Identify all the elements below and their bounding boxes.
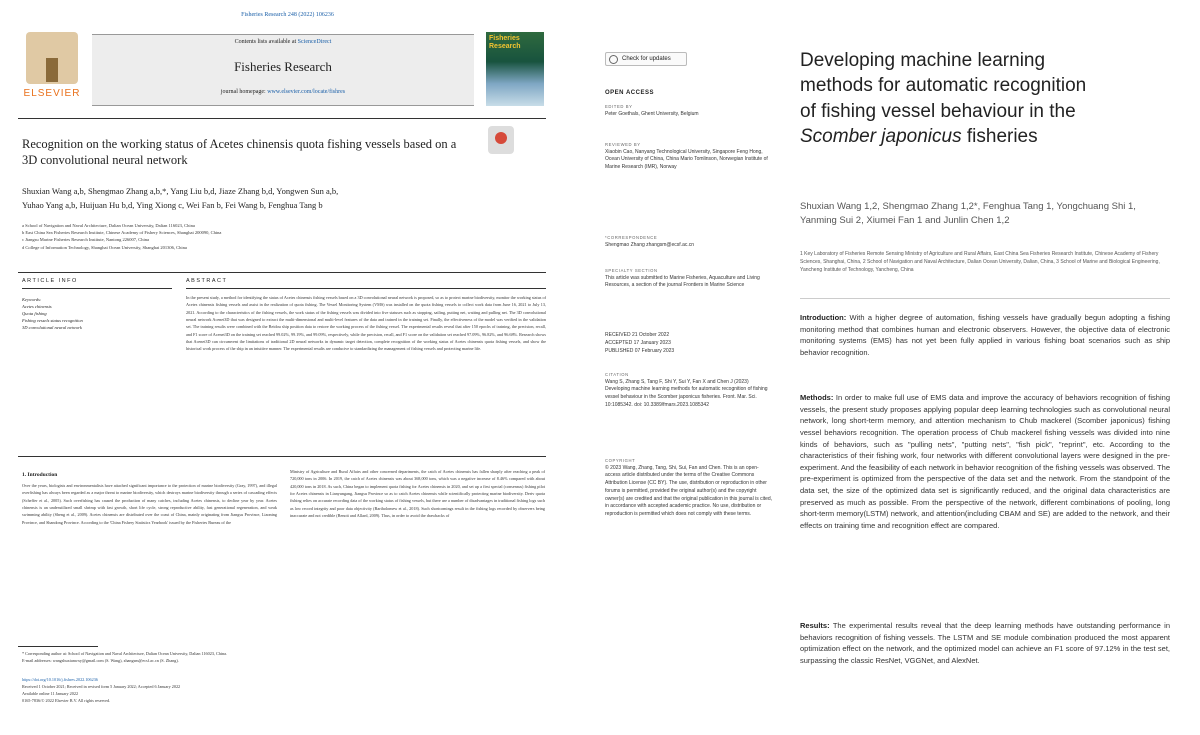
right-paper — [790, 0, 1200, 735]
abstract-introduction: Introduction: With a higher degree of automation, fishing vessels have gradually begun adopting a fishing monitoring method that combines human and electronic observers. However, the objective data of electronic monitoring systems (EMS) has not yet been fully applied in various fishing boat scenarios such as ship behavior recognition. — [800, 313, 1170, 357]
doi-link[interactable]: https://doi.org/10.1016/j.fishres.2022.106236 — [22, 677, 98, 682]
check-updates-icon[interactable] — [488, 126, 514, 154]
copyright: COPYRIGHT © 2023 Wang, Zhang, Tang, Shi, Sui, Fan and Chen. This is an open-access article distributed under the terms of the Creative Commons Attribution License (CC BY). The use, distribution or reproduction in other forums is permitted, provided the original author(s) and the copyright owner(s) are credited and that the original publication in this journal is cited, in accordance with accepted academic practice. No use, distribution or reproduction is permitted which does not comply with these terms. — [605, 458, 773, 517]
intro-column-1: Over the years, biologists and environmentalists have attached significant importance to the protection of marine biodiversity (Gray, 1997), and illegal overfishing has always been regarded as a major threat to marine biodiversity, which destroys marine biodiversity through a series of cascading effects (Scheffer et al., 2005). Such overfishing has caused the production of many catches, including Acetes chinensis, to decline year by year. Acetes chinensis is an underutilized small shrimp with fast growth, short life cycle, strong reproductive ability, fast generational regeneration, and weak swimming ability (Sheng et al., 2009). Acetes chinensis are distributed over the coast of China, mainly originating from Jiangsu Province, Liaoning Province, and Shandong Province. According to the 'China Fishery Statistics Yearbook' issued by the Fisheries Bureau of the — [22, 483, 277, 525]
elsevier-tree-icon — [26, 32, 78, 84]
citation: CITATION Wang S, Zhang S, Tang F, Shi Y, Sui Y, Fan X and Chen J (2023) Developing machine learning methods for automatic recognition of fishing vessel behaviour in the Scomber japonicus fisheries. Front. Mar. Sci. 10:1085342. doi: 10.3389/fmars.2023.1085342 — [605, 372, 768, 408]
left-paper — [0, 0, 575, 735]
abstract-methods: Methods: In order to make full use of EMS data and improve the accuracy of behaviors recognition of fishing vessels, the present study proposes applying popular deep learning technologies such as convolutional neural network, long short-term memory, and attention mechanism to Chub mackerel (Scomber japonicus) fishing vessel behaviors recognition. The operation process of Chub mackerel fishing vessels was divided into nine kinds of behaviors, such as "pulling nets", "putting nets", "fish pick", "reprint", etc. According to the characteristics of their fishing work, four networks with different convolutional layers were designed in the pre-experiment. And the feasibility of each network in behavior recognition of the fishing vessels was observed. The pre-experiment is optimized from the perspective of the data set and the network. From the standpoint of the data set, the size of the optimized data set is significantly reduced, and the original data characteristics are preserved as much as possible. From the perspective of the network, different combinations of pooling, long short-term memory(LSTM) network, and attention(including CBAM and SE) are added to the network, and their effects on training time and recognition effect are compared. — [800, 393, 1170, 530]
author-list: Shuxian Wang 1,2, Shengmao Zhang 1,2*, Fenghua Tang 1, Yongchuang Shi 1, Yanming Sui 2, Xiumei Fan 1 and Junlin Chen 1,2 — [800, 201, 1136, 227]
journal-cover — [486, 32, 544, 106]
journal-reference[interactable]: Fisheries Research 248 (2022) 106236 — [241, 12, 334, 18]
edited-by: EDITED BY Peter Goethals, Ghent University, Belgium — [605, 104, 699, 117]
intro-column-2: Ministry of Agriculture and Rural Affairs and other concerned departments, the catch of Acetes chinensis has fallen sharply after reaching a peak of 720,000 tons in 2006. In 2019, the catch of Acetes chinensis was about 368,000 tons, which was a negative increase of 8.46% compared with about 420,000 tons in 2018. As such, China began to implement quota fishing for Acetes chinensis in 2020, and set up a first special (consensus) fishing pilot for Acetes chinensis in Lianyungang, Jiangsu Province so as to catch Acetes chinensis while scientifically protecting marine biodiversity. Deriv quota fishing relies on accurate recording data of the working status of fishing vessels, but there are a number of disadvantages in traditional fishing logs such as low record integrity and poor data objectivity (Bartholomew et al., 2018). Such shortcomings result in the fishing logs recorded by observers being inaccurate and not credible (Benoit and Allard, 2009). Thus, in order to avoid the drawbacks of — [290, 469, 545, 519]
footnote-rule — [18, 646, 98, 647]
reviewed-by: REVIEWED BY Xiaobin Cao, Nanyang Technological University, Singapore Feng Hong, Ocean University of China, China Mario Tomlinson, Norwegian Institute of Marine Research (IMR), Norway — [605, 142, 768, 170]
sciencedirect-link[interactable]: ScienceDirect — [297, 39, 332, 45]
author-list: Shuxian Wang a,b, Shengmao Zhang a,b,*, Yang Liu b,d, Jiaze Zhang b,d, Yongwen Sun a,b, Yuhao Yang a,b, Huijuan Hu b,d, Ying Xiong c, Wei Fan b, Fei Wang b, Fenghua Tang b — [22, 186, 339, 210]
introduction-heading: 1. Introduction — [22, 472, 58, 478]
abstract-results: Results: The experimental results reveal that the deep learning methods have outstanding performance in behaviors recognition of fishing vessels. The LSTM and SE module combination produced the most apparent optimization effect on the network, and the optimized model can achieve an F1 score of 97.12% in the test set, surpassing the classic ResNet, VGGNet, and AlexNet. — [800, 621, 1170, 665]
paper-title: Recognition on the working status of Acetes chinensis quota fishing vessels based on a 3D convolutional neural network — [22, 137, 457, 168]
journal-name: Fisheries Research — [234, 59, 332, 74]
divider — [18, 118, 546, 119]
article-info-heading: ARTICLE INFO — [22, 278, 78, 284]
specialty-section: SPECIALTY SECTION This article was submitted to Marine Fisheries, Aquaculture and Living Resources, a section of the journal Frontiers in Marine Science — [605, 268, 760, 289]
divider — [800, 298, 1170, 299]
publication-info: https://doi.org/10.1016/j.fishres.2022.106236 Received 1 October 2021; Received in revised form 5 January 2022; Accepted 6 January 2022 Available online 11 January 2022 0165-7836/© 2022 Elsevier B.V. All rights reserved. — [22, 677, 181, 704]
elsevier-logo — [18, 30, 86, 108]
abstract-heading: ABSTRACT — [186, 278, 228, 284]
homepage-line: journal homepage: www.elsevier.com/locate/fishres — [220, 89, 346, 95]
affiliations: a School of Navigation and Naval Architecture, Dalian Ocean University, Dalian 116023, China b East China Sea Fisheries Research Institute, Chinese Academy of Fishery Sciences, Shanghai 200090, China c Jiangsu Marine Fisheries Research Institute, Nantong 226007, China d College of Information Technology, Shanghai Ocean University, Shanghai 201306, China — [22, 223, 222, 250]
divider — [18, 456, 546, 457]
divider — [18, 272, 546, 273]
paper-title: Developing machine learning methods for automatic recognition of fishing vessel behaviour in the Scomber japonicus fisheries — [800, 50, 1087, 147]
affiliations: 1 Key Laboratory of Fisheries Remote Sensing Ministry of Agriculture and Rural Affairs, East China Sea Fisheries Research Institute, Chinese Academy of Fishery Sciences, Shanghai, China, 2 School of Navigation and Naval Architecture, Dalian Ocean University, Dalian, China, 3 School of Marine and Biological Engineering, Yancheng Institute of Technology, Yancheng, China — [800, 251, 1160, 273]
correspondence: *CORRESPONDENCE Shengmao Zhang zhangsm@ecsf.ac.cn — [605, 235, 695, 248]
check-for-updates-button[interactable]: Check for updates — [605, 52, 687, 66]
cover-title: Fisheries Research — [489, 35, 521, 50]
divider — [186, 288, 546, 289]
open-access-label: OPEN ACCESS — [605, 90, 654, 96]
publisher-name: ELSEVIER — [23, 88, 81, 99]
dates: RECEIVED 21 October 2022 ACCEPTED 17 January 2023 PUBLISHED 07 February 2023 — [605, 332, 675, 354]
frontiers-sidebar — [597, 0, 780, 735]
keywords-block: Keywords: Acetes chinensis Quota fishing Fishing vessels status recognition 3D convolutional neural network — [22, 297, 83, 330]
journal-header — [92, 34, 474, 106]
refresh-icon — [609, 55, 618, 64]
abstract-text: In the present study, a method for identifying the status of Acetes chinensis fishing vessels based on a 3D convolutional neural network is proposed, so as to protect marine biodiversity, monitor the working status of Acetes chinensis fishing vessels and assist in the realization of quota fishing. The Vessel Monitoring System (VMS) was installed on the quota fishing vessels to collect work data from June 16, 2021 to July 13, 2021. According to the characteristics of the fishing vessels, the work status of the fishing vessels was divided into five statuses such as stopping, sailing, putting net, waiting and pulling net. The 3D convolutional neural network Acenet3D that was designed to extract the multi-dimensional and multi-level features of the data and trained in the training set. Finally, the effectiveness of the model was verified in the validation set. The training results were combined with the Beidou ship position data to restore the working process of the fishing vessel. The experimental results reveal that after 150 epochs of training, the precision, recall, and F1 score of Acenet3D on the training set reached 99.02%, 99.19%, and 99.09%, respectively, while the precision, recall, and F1 score on the validation set reached 97.09%, 96.82%, and 96.68%. Research shows that Acenet3D can circumvent the limitations of traditional 2D neural networks in dynamic target detection, complete recognition of the working status of Acetes chinensis quota fishing vessels, and show the historical work process of the ship in an intuitive manner. The experimental results are conducive to standardizing the management of fishing vessels and protecting marine life. — [186, 295, 546, 352]
footnotes: * Corresponding author at: School of Navigation and Naval Architecture, Dalian Ocean University, Dalian 116023, China. E-mail addresses: wangshuxianwxy@gmail.com (S. Wang), zhangsm@ecsf.ac.cn (S. Zhang). — [22, 651, 228, 664]
divider — [22, 288, 172, 289]
contents-line: Contents lists available at ScienceDirect — [234, 39, 332, 45]
homepage-link[interactable]: www.elsevier.com/locate/fishres — [267, 89, 346, 95]
